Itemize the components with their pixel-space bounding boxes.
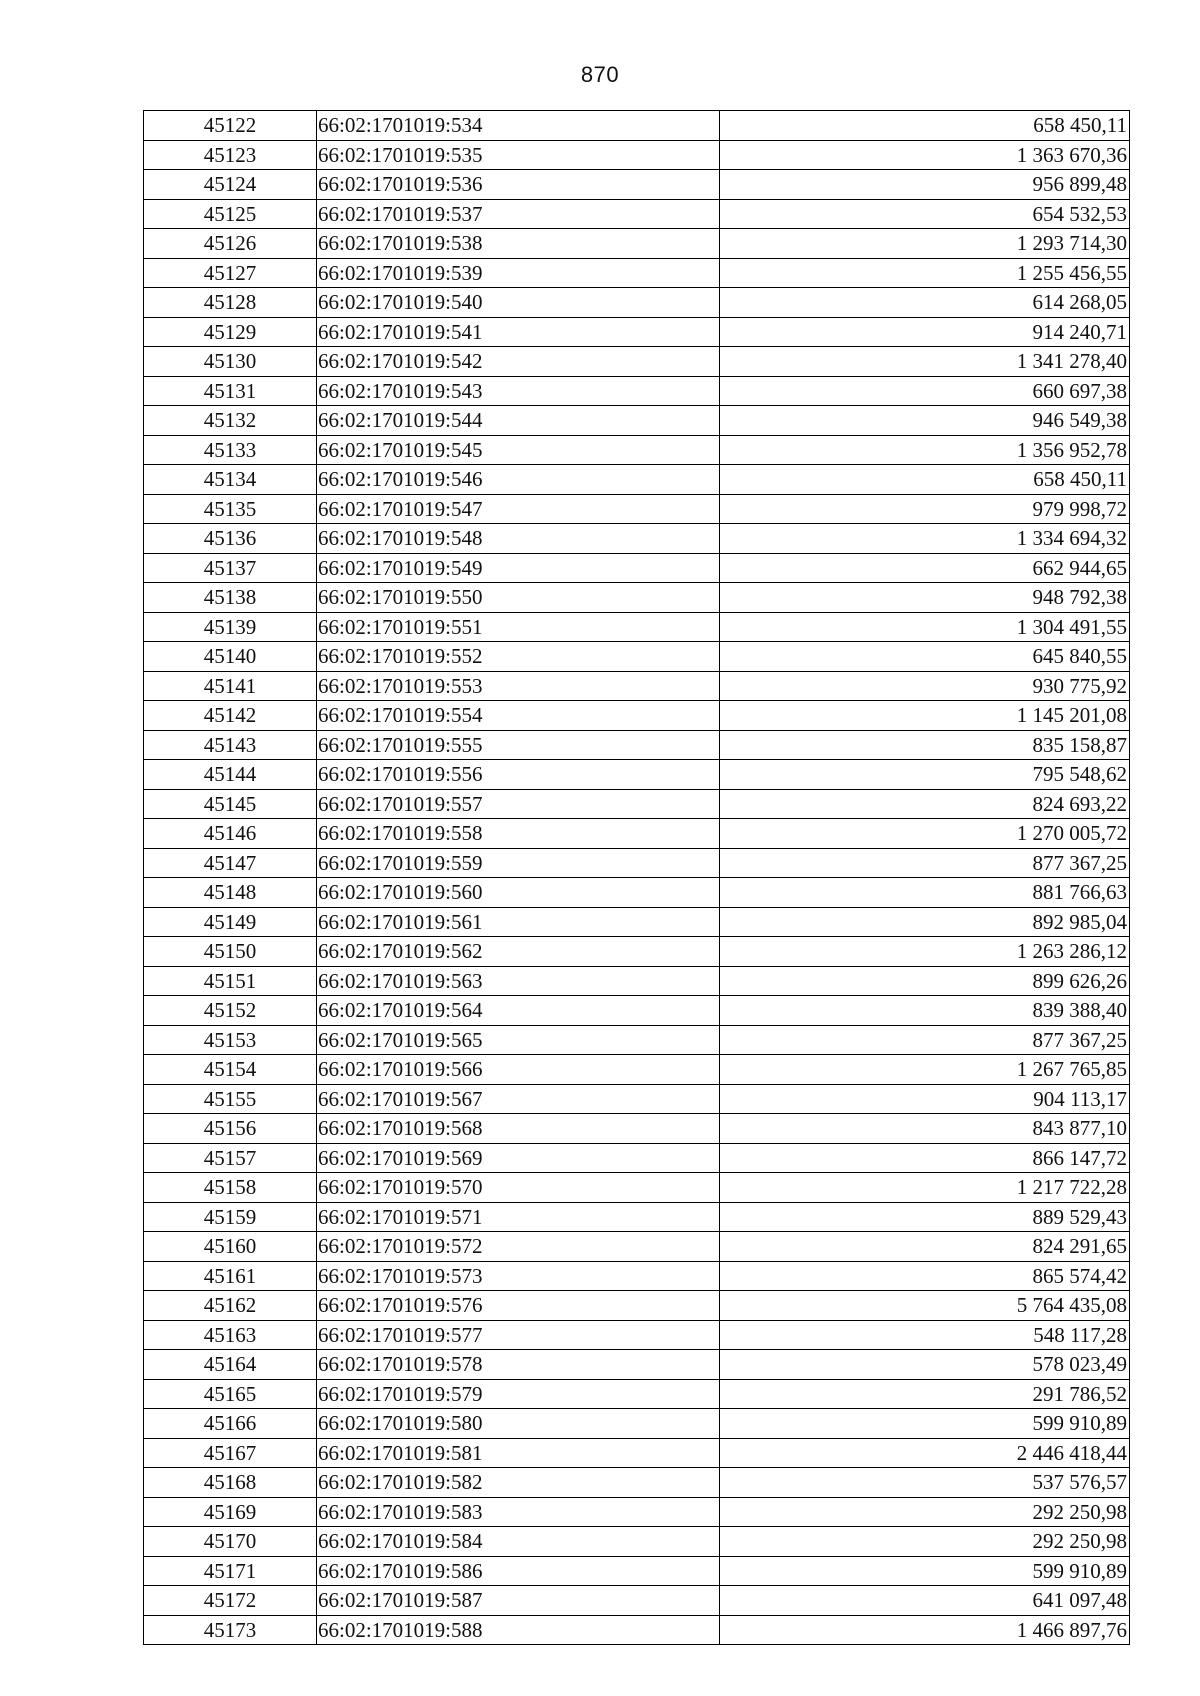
table-row	[144, 170, 1130, 200]
table-row	[144, 1409, 1130, 1439]
cadastral-value-cell: 889 529,43	[720, 1202, 1130, 1232]
row-number-cell: 45156	[144, 1114, 317, 1144]
row-number-cell: 45139	[144, 612, 317, 642]
cadastral-value-cell: 658 450,11	[720, 111, 1130, 141]
table-row	[144, 1202, 1130, 1232]
row-number-cell: 45172	[144, 1586, 317, 1616]
row-number-cell: 45128	[144, 288, 317, 318]
row-number-cell: 45151	[144, 966, 317, 996]
row-number-cell: 45148	[144, 878, 317, 908]
table-row	[144, 465, 1130, 495]
table-row	[144, 1025, 1130, 1055]
row-number-cell: 45150	[144, 937, 317, 967]
row-number-cell: 45131	[144, 376, 317, 406]
table-row	[144, 789, 1130, 819]
table-row	[144, 494, 1130, 524]
row-number-cell: 45158	[144, 1173, 317, 1203]
cadastral-number-cell: 66:02:1701019:570	[317, 1173, 720, 1203]
cadastral-value-cell: 292 250,98	[720, 1527, 1130, 1557]
cadastral-number-cell: 66:02:1701019:563	[317, 966, 720, 996]
row-number-cell: 45138	[144, 583, 317, 613]
table-row	[144, 229, 1130, 259]
cadastral-number-cell: 66:02:1701019:541	[317, 317, 720, 347]
table-row	[144, 199, 1130, 229]
cadastral-value-cell: 1 145 201,08	[720, 701, 1130, 731]
row-number-cell: 45149	[144, 907, 317, 937]
row-number-cell: 45160	[144, 1232, 317, 1262]
cadastral-value-cell: 881 766,63	[720, 878, 1130, 908]
row-number-cell: 45154	[144, 1055, 317, 1085]
row-number-cell: 45123	[144, 140, 317, 170]
table-row	[144, 642, 1130, 672]
table-row	[144, 966, 1130, 996]
cadastral-number-cell: 66:02:1701019:547	[317, 494, 720, 524]
cadastral-value-cell: 843 877,10	[720, 1114, 1130, 1144]
table-row	[144, 1114, 1130, 1144]
table-row	[144, 583, 1130, 613]
row-number-cell: 45145	[144, 789, 317, 819]
table-row	[144, 848, 1130, 878]
cadastral-value-cell: 1 466 897,76	[720, 1615, 1130, 1645]
cadastral-number-cell: 66:02:1701019:583	[317, 1497, 720, 1527]
cadastral-value-cell: 1 267 765,85	[720, 1055, 1130, 1085]
cadastral-number-cell: 66:02:1701019:560	[317, 878, 720, 908]
cadastral-value-cell: 654 532,53	[720, 199, 1130, 229]
table-row	[144, 111, 1130, 141]
cadastral-number-cell: 66:02:1701019:565	[317, 1025, 720, 1055]
table-row	[144, 317, 1130, 347]
table-row	[144, 288, 1130, 318]
cadastral-number-cell: 66:02:1701019:536	[317, 170, 720, 200]
cadastral-number-cell: 66:02:1701019:567	[317, 1084, 720, 1114]
cadastral-value-cell: 578 023,49	[720, 1350, 1130, 1380]
row-number-cell: 45165	[144, 1379, 317, 1409]
table-row	[144, 1261, 1130, 1291]
table-row	[144, 878, 1130, 908]
row-number-cell: 45164	[144, 1350, 317, 1380]
cadastral-value-cell: 930 775,92	[720, 671, 1130, 701]
cadastral-value-cell: 1 363 670,36	[720, 140, 1130, 170]
cadastral-value-cell: 877 367,25	[720, 848, 1130, 878]
table-row	[144, 553, 1130, 583]
row-number-cell: 45125	[144, 199, 317, 229]
cadastral-number-cell: 66:02:1701019:573	[317, 1261, 720, 1291]
cadastral-number-cell: 66:02:1701019:566	[317, 1055, 720, 1085]
cadastral-value-cell: 292 250,98	[720, 1497, 1130, 1527]
cadastral-value-cell: 795 548,62	[720, 760, 1130, 790]
cadastral-value-cell: 824 693,22	[720, 789, 1130, 819]
cadastral-value-cell: 1 217 722,28	[720, 1173, 1130, 1203]
cadastral-number-cell: 66:02:1701019:534	[317, 111, 720, 141]
cadastral-value-cell: 548 117,28	[720, 1320, 1130, 1350]
row-number-cell: 45135	[144, 494, 317, 524]
cadastral-number-cell: 66:02:1701019:582	[317, 1468, 720, 1498]
row-number-cell: 45141	[144, 671, 317, 701]
table-row	[144, 1143, 1130, 1173]
cadastral-number-cell: 66:02:1701019:581	[317, 1438, 720, 1468]
cadastral-value-cell: 1 304 491,55	[720, 612, 1130, 642]
cadastral-value-cell: 899 626,26	[720, 966, 1130, 996]
table-body	[144, 111, 1130, 1645]
table-row	[144, 1291, 1130, 1321]
row-number-cell: 45166	[144, 1409, 317, 1439]
table-row	[144, 819, 1130, 849]
cadastral-number-cell: 66:02:1701019:571	[317, 1202, 720, 1232]
row-number-cell: 45168	[144, 1468, 317, 1498]
cadastral-value-cell: 599 910,89	[720, 1556, 1130, 1586]
row-number-cell: 45170	[144, 1527, 317, 1557]
cadastral-number-cell: 66:02:1701019:538	[317, 229, 720, 259]
cadastral-value-cell: 904 113,17	[720, 1084, 1130, 1114]
row-number-cell: 45134	[144, 465, 317, 495]
cadastral-value-cell: 948 792,38	[720, 583, 1130, 613]
cadastral-number-cell: 66:02:1701019:576	[317, 1291, 720, 1321]
row-number-cell: 45140	[144, 642, 317, 672]
table-row	[144, 376, 1130, 406]
row-number-cell: 45147	[144, 848, 317, 878]
cadastral-value-cell: 641 097,48	[720, 1586, 1130, 1616]
cadastral-number-cell: 66:02:1701019:559	[317, 848, 720, 878]
table-row	[144, 612, 1130, 642]
table-row	[144, 347, 1130, 377]
cadastral-number-cell: 66:02:1701019:580	[317, 1409, 720, 1439]
row-number-cell: 45127	[144, 258, 317, 288]
row-number-cell: 45162	[144, 1291, 317, 1321]
cadastral-number-cell: 66:02:1701019:561	[317, 907, 720, 937]
table-row	[144, 1615, 1130, 1645]
cadastral-value-cell: 839 388,40	[720, 996, 1130, 1026]
cadastral-value-cell: 1 255 456,55	[720, 258, 1130, 288]
row-number-cell: 45136	[144, 524, 317, 554]
cadastral-value-cell: 1 263 286,12	[720, 937, 1130, 967]
cadastral-number-cell: 66:02:1701019:545	[317, 435, 720, 465]
cadastral-value-cell: 614 268,05	[720, 288, 1130, 318]
cadastral-value-cell: 1 293 714,30	[720, 229, 1130, 259]
row-number-cell: 45167	[144, 1438, 317, 1468]
row-number-cell: 45143	[144, 730, 317, 760]
cadastral-number-cell: 66:02:1701019:544	[317, 406, 720, 436]
cadastral-number-cell: 66:02:1701019:558	[317, 819, 720, 849]
table-row	[144, 701, 1130, 731]
cadastral-number-cell: 66:02:1701019:555	[317, 730, 720, 760]
table-row	[144, 996, 1130, 1026]
cadastral-value-cell: 658 450,11	[720, 465, 1130, 495]
row-number-cell: 45126	[144, 229, 317, 259]
cadastral-number-cell: 66:02:1701019:537	[317, 199, 720, 229]
table-row	[144, 1379, 1130, 1409]
cadastral-number-cell: 66:02:1701019:543	[317, 376, 720, 406]
table-row	[144, 1350, 1130, 1380]
table-row	[144, 1556, 1130, 1586]
cadastral-value-table	[143, 110, 1130, 1645]
table-row	[144, 1527, 1130, 1557]
row-number-cell: 45130	[144, 347, 317, 377]
cadastral-value-cell: 660 697,38	[720, 376, 1130, 406]
cadastral-value-cell: 537 576,57	[720, 1468, 1130, 1498]
cadastral-value-cell: 956 899,48	[720, 170, 1130, 200]
cadastral-number-cell: 66:02:1701019:535	[317, 140, 720, 170]
cadastral-number-cell: 66:02:1701019:554	[317, 701, 720, 731]
cadastral-number-cell: 66:02:1701019:577	[317, 1320, 720, 1350]
table-row	[144, 760, 1130, 790]
cadastral-number-cell: 66:02:1701019:586	[317, 1556, 720, 1586]
cadastral-value-cell: 2 446 418,44	[720, 1438, 1130, 1468]
cadastral-value-cell: 1 341 278,40	[720, 347, 1130, 377]
cadastral-number-cell: 66:02:1701019:540	[317, 288, 720, 318]
table-row	[144, 671, 1130, 701]
cadastral-number-cell: 66:02:1701019:549	[317, 553, 720, 583]
table-row	[144, 140, 1130, 170]
row-number-cell: 45173	[144, 1615, 317, 1645]
cadastral-number-cell: 66:02:1701019:578	[317, 1350, 720, 1380]
table-row	[144, 730, 1130, 760]
table-row	[144, 907, 1130, 937]
cadastral-number-cell: 66:02:1701019:552	[317, 642, 720, 672]
cadastral-value-cell: 892 985,04	[720, 907, 1130, 937]
table-row	[144, 406, 1130, 436]
cadastral-number-cell: 66:02:1701019:551	[317, 612, 720, 642]
row-number-cell: 45169	[144, 1497, 317, 1527]
cadastral-value-cell: 291 786,52	[720, 1379, 1130, 1409]
table-row	[144, 1173, 1130, 1203]
cadastral-value-cell: 865 574,42	[720, 1261, 1130, 1291]
table-row	[144, 258, 1130, 288]
row-number-cell: 45146	[144, 819, 317, 849]
row-number-cell: 45153	[144, 1025, 317, 1055]
row-number-cell: 45161	[144, 1261, 317, 1291]
table-row	[144, 1468, 1130, 1498]
row-number-cell: 45157	[144, 1143, 317, 1173]
table-row	[144, 1055, 1130, 1085]
cadastral-number-cell: 66:02:1701019:553	[317, 671, 720, 701]
cadastral-value-cell: 1 270 005,72	[720, 819, 1130, 849]
cadastral-number-cell: 66:02:1701019:556	[317, 760, 720, 790]
row-number-cell: 45163	[144, 1320, 317, 1350]
cadastral-number-cell: 66:02:1701019:579	[317, 1379, 720, 1409]
page-number: 870	[580, 62, 620, 87]
cadastral-number-cell: 66:02:1701019:572	[317, 1232, 720, 1262]
cadastral-value-cell: 1 356 952,78	[720, 435, 1130, 465]
cadastral-value-cell: 835 158,87	[720, 730, 1130, 760]
row-number-cell: 45152	[144, 996, 317, 1026]
table-row	[144, 1084, 1130, 1114]
cadastral-value-cell: 662 944,65	[720, 553, 1130, 583]
cadastral-number-cell: 66:02:1701019:546	[317, 465, 720, 495]
row-number-cell: 45133	[144, 435, 317, 465]
cadastral-number-cell: 66:02:1701019:568	[317, 1114, 720, 1144]
cadastral-number-cell: 66:02:1701019:548	[317, 524, 720, 554]
row-number-cell: 45155	[144, 1084, 317, 1114]
cadastral-value-cell: 914 240,71	[720, 317, 1130, 347]
cadastral-value-cell: 877 367,25	[720, 1025, 1130, 1055]
cadastral-number-cell: 66:02:1701019:550	[317, 583, 720, 613]
table-row	[144, 937, 1130, 967]
row-number-cell: 45129	[144, 317, 317, 347]
table-row	[144, 435, 1130, 465]
cadastral-value-cell: 5 764 435,08	[720, 1291, 1130, 1321]
cadastral-number-cell: 66:02:1701019:562	[317, 937, 720, 967]
row-number-cell: 45142	[144, 701, 317, 731]
table-row	[144, 1232, 1130, 1262]
cadastral-number-cell: 66:02:1701019:587	[317, 1586, 720, 1616]
row-number-cell: 45171	[144, 1556, 317, 1586]
row-number-cell: 45122	[144, 111, 317, 141]
row-number-cell: 45144	[144, 760, 317, 790]
table-row	[144, 1497, 1130, 1527]
cadastral-value-cell: 1 334 694,32	[720, 524, 1130, 554]
cadastral-number-cell: 66:02:1701019:564	[317, 996, 720, 1026]
cadastral-value-cell: 599 910,89	[720, 1409, 1130, 1439]
cadastral-value-cell: 824 291,65	[720, 1232, 1130, 1262]
table-row	[144, 1586, 1130, 1616]
table-row	[144, 1320, 1130, 1350]
table-row	[144, 1438, 1130, 1468]
row-number-cell: 45137	[144, 553, 317, 583]
table-row	[144, 524, 1130, 554]
cadastral-number-cell: 66:02:1701019:588	[317, 1615, 720, 1645]
cadastral-value-cell: 645 840,55	[720, 642, 1130, 672]
cadastral-number-cell: 66:02:1701019:557	[317, 789, 720, 819]
cadastral-value-cell: 979 998,72	[720, 494, 1130, 524]
cadastral-value-cell: 946 549,38	[720, 406, 1130, 436]
row-number-cell: 45159	[144, 1202, 317, 1232]
cadastral-value-cell: 866 147,72	[720, 1143, 1130, 1173]
cadastral-number-cell: 66:02:1701019:584	[317, 1527, 720, 1557]
cadastral-number-cell: 66:02:1701019:569	[317, 1143, 720, 1173]
row-number-cell: 45124	[144, 170, 317, 200]
row-number-cell: 45132	[144, 406, 317, 436]
cadastral-number-cell: 66:02:1701019:539	[317, 258, 720, 288]
cadastral-number-cell: 66:02:1701019:542	[317, 347, 720, 377]
